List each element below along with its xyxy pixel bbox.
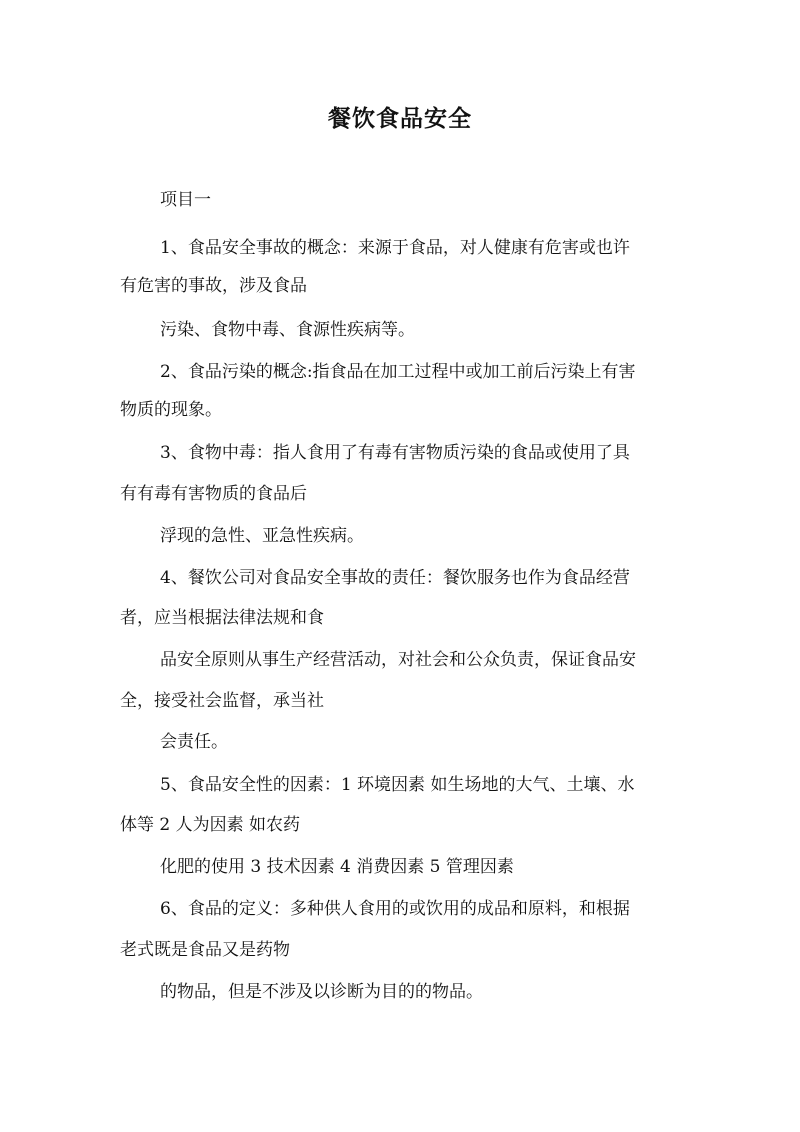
paragraph-line: 1、食品安全事故的概念：来源于食品，对人健康有危害或也许 [160, 238, 630, 258]
paragraph-line: 有有毒有害物质的食品后 [120, 484, 307, 504]
paragraph-line: 体等 2 人为因素 如农药 [120, 815, 301, 835]
paragraph-line: 品安全原则从事生产经营活动，对社会和公众负责，保证食品安 [160, 650, 636, 670]
paragraph-line: 物质的现象。 [120, 400, 222, 420]
section-heading: 项目一 [160, 190, 211, 210]
paragraph-line: 的物品，但是不涉及以诊断为目的的物品。 [160, 982, 483, 1002]
paragraph-line: 有危害的事故，涉及食品 [120, 276, 307, 296]
paragraph-line: 者，应当根据法律法规和食 [120, 608, 324, 628]
paragraph-line: 3、食物中毒：指人食用了有毒有害物质污染的食品或使用了具 [160, 443, 630, 463]
paragraph-line: 会责任。 [160, 732, 228, 752]
paragraph-line: 5、食品安全性的因素：1 环境因素 如生场地的大气、土壤、水 [160, 775, 635, 795]
document-title: 餐饮食品安全 [328, 105, 472, 132]
paragraph-line: 污染、食物中毒、食源性疾病等。 [160, 320, 415, 340]
paragraph-line: 浮现的急性、亚急性疾病。 [160, 526, 364, 546]
paragraph-line: 2、食品污染的概念:指食品在加工过程中或加工前后污染上有害 [160, 362, 636, 382]
paragraph-line: 全，接受社会监督，承当社 [120, 691, 324, 711]
paragraph-line: 老式既是食品又是药物 [120, 940, 290, 960]
paragraph-line: 4、餐饮公司对食品安全事故的责任：餐饮服务也作为食品经营 [160, 568, 630, 588]
paragraph-line: 化肥的使用 3 技术因素 4 消费因素 5 管理因素 [160, 857, 514, 877]
paragraph-line: 6、食品的定义：多种供人食用的或饮用的成品和原料，和根据 [160, 899, 630, 919]
